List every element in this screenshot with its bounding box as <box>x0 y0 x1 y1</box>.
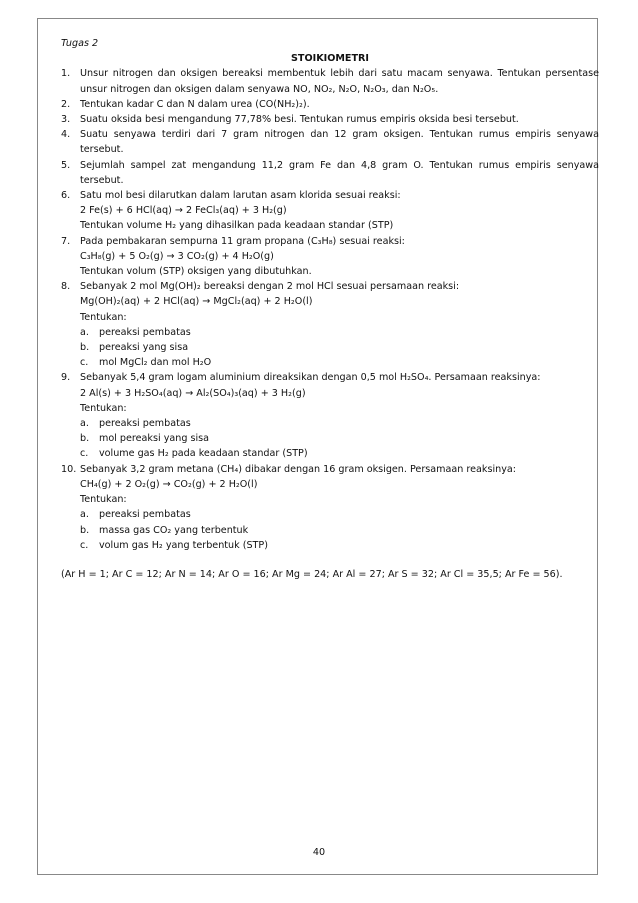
question-item <box>61 462 599 553</box>
sub-question-letter: a. <box>80 418 89 430</box>
question-body <box>80 158 599 188</box>
sub-question <box>80 523 599 538</box>
question-line: 2 Fe(s) + 6 HCl(aq) → 2 FeCl₃(aq) + 3 H₂(g) <box>80 205 287 217</box>
question-body <box>80 234 599 280</box>
sub-question-letter: b. <box>80 342 90 354</box>
question-item <box>61 158 599 188</box>
question-body <box>80 279 599 370</box>
question-line: CH₄(g) + 2 O₂(g) → CO₂(g) + 2 H₂O(l) <box>80 478 258 490</box>
question-item <box>61 279 599 370</box>
question-item <box>61 112 599 127</box>
sub-question-text: volum gas H₂ yang terbentuk (STP) <box>99 539 268 551</box>
question-body <box>80 97 599 112</box>
question-number: 9. <box>61 372 71 384</box>
question-item <box>61 66 599 96</box>
question-text: Sejumlah sampel zat mengandung 11,2 gram Fe dan 4,8 gram O. Tentukan rumus empiris senyawa tersebut. <box>80 159 599 186</box>
question-item <box>61 188 599 234</box>
sub-question-text: pereaksi pembatas <box>99 509 191 521</box>
question-item <box>61 234 599 280</box>
question-number: 5. <box>61 159 71 171</box>
sub-question <box>80 325 599 340</box>
question-number: 7. <box>61 235 71 247</box>
sub-question <box>80 355 599 370</box>
sub-question-text: pereaksi pembatas <box>99 326 191 338</box>
question-item <box>61 370 599 461</box>
sub-question <box>80 416 599 431</box>
question-line: Tentukan volume H₂ yang dihasilkan pada keadaan standar (STP) <box>80 220 394 232</box>
sub-question-letter: c. <box>80 539 89 551</box>
question-number: 2. <box>61 98 71 110</box>
question-text: Satu mol besi dilarutkan dalam larutan asam klorida sesuai reaksi: <box>80 190 401 202</box>
atomic-mass-note: (Ar H = 1; Ar C = 12; Ar N = 14; Ar O = 16; Ar Mg = 24; Ar Al = 27; Ar S = 32; Ar Cl = 35,5; Ar Fe = 56). <box>61 568 563 580</box>
sub-question-text: pereaksi pembatas <box>99 418 191 430</box>
assignment-label: Tugas 2 <box>61 38 99 49</box>
document-body <box>61 36 599 582</box>
question-text: Sebanyak 5,4 gram logam aluminium direaksikan dengan 0,5 mol H₂SO₄. Persamaan reaksinya: <box>80 372 541 384</box>
question-text: Unsur nitrogen dan oksigen bereaksi membentuk lebih dari satu macam senyawa. Tentukan persentase unsur nitrogen dan oksigen dalam senyawa NO, NO₂, N₂O, N₂O₃, dan N₂O₅. <box>80 68 599 95</box>
sub-question-letter: c. <box>80 448 89 460</box>
sub-question-text: massa gas CO₂ yang terbentuk <box>99 524 249 536</box>
sub-question <box>80 538 599 553</box>
sub-question-text: pereaksi yang sisa <box>99 342 189 354</box>
question-number: 6. <box>61 190 71 202</box>
question-item <box>61 127 599 157</box>
question-number: 3. <box>61 114 71 126</box>
sub-question <box>80 431 599 446</box>
sub-question <box>80 340 599 355</box>
question-line: C₃H₈(g) + 5 O₂(g) → 3 CO₂(g) + 4 H₂O(g) <box>80 250 274 262</box>
question-line: Mg(OH)₂(aq) + 2 HCl(aq) → MgCl₂(aq) + 2 H₂O(l) <box>80 296 313 308</box>
sub-question <box>80 446 599 461</box>
question-line: Tentukan: <box>80 402 127 414</box>
question-line: Tentukan: <box>80 494 127 506</box>
sub-question-letter: b. <box>80 433 90 445</box>
question-text: Pada pembakaran sempurna 11 gram propana (C₃H₈) sesuai reaksi: <box>80 235 405 247</box>
question-item <box>61 97 599 112</box>
page-number: 40 <box>312 847 326 858</box>
sub-question-letter: b. <box>80 524 90 536</box>
sub-question-text: mol pereaksi yang sisa <box>99 433 210 445</box>
question-body <box>80 462 599 553</box>
sub-question-text: volume gas H₂ pada keadaan standar (STP) <box>99 448 308 460</box>
question-text: Sebanyak 3,2 gram metana (CH₄) dibakar dengan 16 gram oksigen. Persamaan reaksinya: <box>80 463 516 475</box>
sub-question <box>80 507 599 522</box>
sub-question-letter: c. <box>80 357 89 369</box>
question-line: Tentukan: <box>80 311 127 323</box>
question-text: Tentukan kadar C dan N dalam urea (CO(NH₂)₂). <box>80 98 310 110</box>
question-number: 4. <box>61 129 71 141</box>
question-number: 8. <box>61 281 71 293</box>
question-body <box>80 112 599 127</box>
sub-question-letter: a. <box>80 509 89 521</box>
question-line: 2 Al(s) + 3 H₂SO₄(aq) → Al₂(SO₄)₃(aq) + 3 H₂(g) <box>80 387 306 399</box>
question-number: 1. <box>61 68 71 80</box>
question-body <box>80 188 599 234</box>
question-line: Tentukan volum (STP) oksigen yang dibutuhkan. <box>80 266 312 278</box>
question-text: Suatu oksida besi mengandung 77,78% besi. Tentukan rumus empiris oksida besi tersebut. <box>80 114 519 126</box>
question-body <box>80 66 599 96</box>
document-title: STOIKIOMETRI <box>291 53 369 65</box>
sub-question-text: mol MgCl₂ dan mol H₂O <box>99 357 212 369</box>
sub-question-letter: a. <box>80 326 89 338</box>
question-number: 10. <box>61 463 77 475</box>
question-text: Sebanyak 2 mol Mg(OH)₂ bereaksi dengan 2 mol HCl sesuai persamaan reaksi: <box>80 281 460 293</box>
question-list <box>61 66 599 553</box>
question-body <box>80 370 599 461</box>
question-text: Suatu senyawa terdiri dari 7 gram nitrogen dan 12 gram oksigen. Tentukan rumus empiris senyawa tersebut. <box>80 129 599 156</box>
question-body <box>80 127 599 157</box>
